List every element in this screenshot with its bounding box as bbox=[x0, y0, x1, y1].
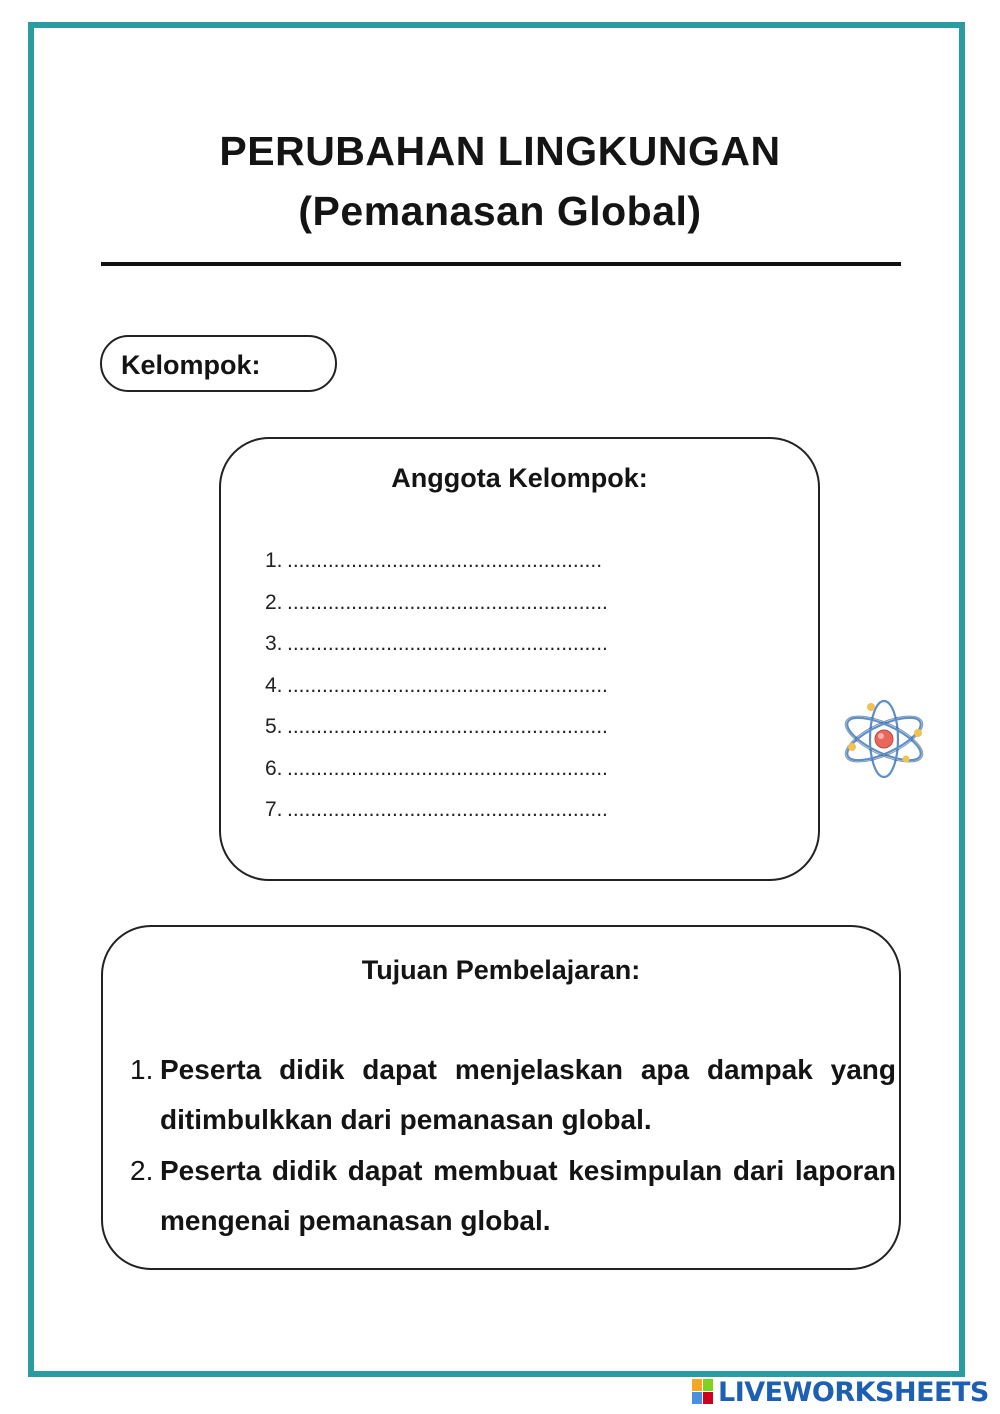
member-blank[interactable]: ....................................................... bbox=[287, 673, 608, 697]
liveworksheets-logo-icon bbox=[692, 1379, 714, 1405]
member-number: 1. bbox=[265, 549, 283, 572]
member-blank[interactable]: ....................................................... bbox=[287, 590, 608, 614]
atom-icon bbox=[838, 697, 930, 781]
kelompok-label: Kelompok: bbox=[121, 350, 261, 380]
member-number: 4. bbox=[265, 673, 283, 697]
member-number: 2. bbox=[265, 590, 283, 614]
member-item[interactable] bbox=[265, 674, 608, 716]
page-subtitle: (Pemanasan Global) bbox=[298, 188, 702, 234]
title-divider bbox=[101, 262, 901, 266]
member-item[interactable] bbox=[265, 715, 608, 757]
member-blank[interactable]: ....................................................... bbox=[287, 715, 608, 738]
goal-number: 2. bbox=[130, 1155, 154, 1186]
member-number: 7. bbox=[265, 798, 283, 821]
member-item[interactable] bbox=[265, 798, 608, 840]
liveworksheets-watermark bbox=[692, 1375, 989, 1409]
member-item[interactable] bbox=[265, 549, 608, 591]
member-number: 5. bbox=[265, 715, 283, 738]
member-list bbox=[265, 549, 608, 840]
goal-text: Peserta didik dapat menjelaskan apa dampak yang ditimbulkkan dari pemanasan global. bbox=[160, 1054, 896, 1135]
member-blank[interactable]: ...................................................... bbox=[287, 549, 603, 572]
member-blank[interactable]: ....................................................... bbox=[287, 756, 608, 780]
watermark-text: LIVEWORKSHEETS bbox=[718, 1376, 989, 1408]
member-number: 6. bbox=[265, 756, 283, 780]
kelompok-field[interactable] bbox=[100, 335, 337, 392]
anggota-kelompok-box bbox=[219, 437, 820, 881]
member-item[interactable] bbox=[265, 757, 608, 799]
member-blank[interactable]: ....................................................... bbox=[287, 632, 608, 655]
goal-text: Peserta didik dapat membuat kesimpulan dari laporan mengenai pemanasan global. bbox=[160, 1155, 896, 1236]
anggota-heading: Anggota Kelompok: bbox=[391, 463, 648, 493]
member-number: 3. bbox=[265, 632, 283, 655]
member-blank[interactable]: ....................................................... bbox=[287, 798, 608, 821]
tujuan-pembelajaran-box bbox=[101, 925, 901, 1270]
member-item[interactable] bbox=[265, 632, 608, 674]
goal-item bbox=[130, 1045, 896, 1145]
page-title: PERUBAHAN LINGKUNGAN bbox=[219, 128, 781, 174]
tujuan-heading: Tujuan Pembelajaran: bbox=[361, 955, 641, 985]
goal-number: 1. bbox=[130, 1054, 154, 1085]
member-item[interactable] bbox=[265, 591, 608, 633]
goal-item bbox=[130, 1146, 896, 1246]
